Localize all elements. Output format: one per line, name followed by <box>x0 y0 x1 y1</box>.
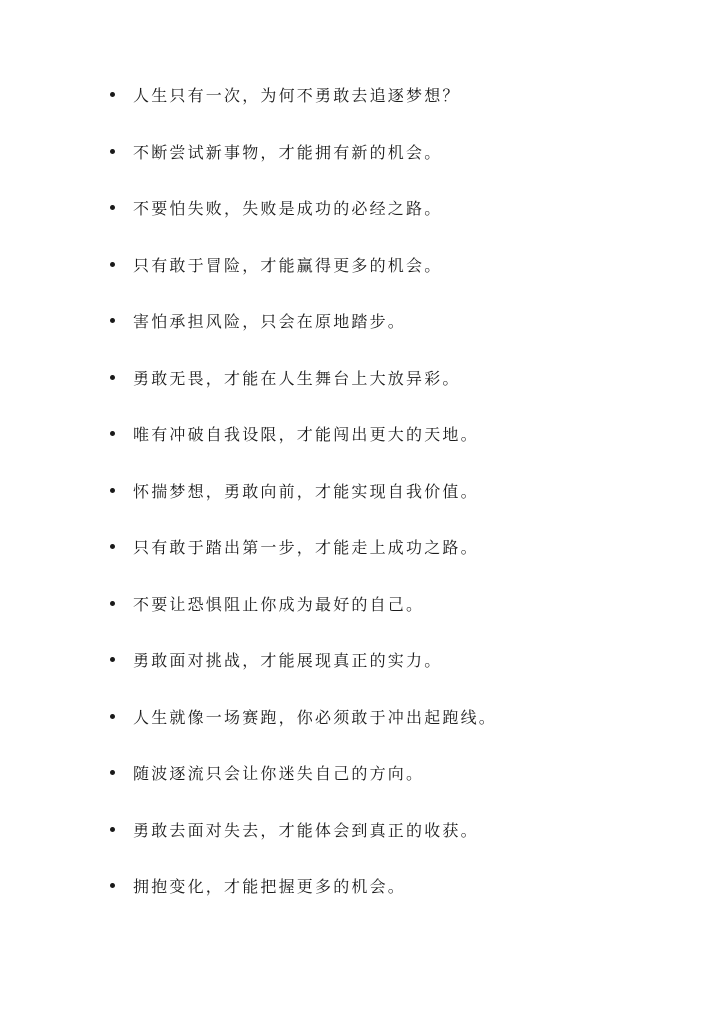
list-item-text: 随波逐流只会让你迷失自己的方向。 <box>133 764 425 783</box>
bullet-icon <box>110 883 115 888</box>
list-item-text: 只有敢于冒险，才能赢得更多的机会。 <box>133 255 443 275</box>
bullet-icon <box>110 601 115 606</box>
list-item <box>0 199 720 256</box>
list-item <box>0 482 720 539</box>
list-item <box>0 425 720 482</box>
list-item-text: 勇敢面对挑战，才能展现真正的实力。 <box>133 651 443 670</box>
list-item <box>0 256 720 313</box>
bullet-icon <box>110 205 115 210</box>
list-item-text: 害怕承担风险，只会在原地踏步。 <box>133 312 407 331</box>
list-item <box>0 143 720 200</box>
list-item <box>0 821 720 878</box>
list-item <box>0 312 720 369</box>
list-item <box>0 595 720 652</box>
bullet-icon <box>110 375 115 380</box>
list-item-text: 只有敢于踏出第一步，才能走上成功之路。 <box>133 538 479 557</box>
list-item <box>0 708 720 765</box>
bullet-icon <box>110 488 115 493</box>
list-item-text: 怀揣梦想，勇敢向前，才能实现自我价值。 <box>133 481 479 501</box>
bullet-icon <box>110 827 115 832</box>
bullet-icon <box>110 262 115 267</box>
list-item-text: 唯有冲破自我设限，才能闯出更大的天地。 <box>133 425 479 444</box>
list-item-text: 不断尝试新事物，才能拥有新的机会。 <box>133 142 443 162</box>
list-item-text: 不要怕失败，失败是成功的必经之路。 <box>133 199 443 218</box>
bullet-icon <box>110 431 115 436</box>
bullet-icon <box>110 318 115 323</box>
list-item <box>0 538 720 595</box>
bullet-icon <box>110 770 115 775</box>
bullet-icon <box>110 714 115 719</box>
list-item <box>0 86 720 143</box>
list-item <box>0 369 720 426</box>
bullet-list <box>0 86 720 934</box>
list-item <box>0 651 720 708</box>
list-item-text: 不要让恐惧阻止你成为最好的自己。 <box>133 594 425 614</box>
list-item-text: 人生只有一次，为何不勇敢去追逐梦想？ <box>133 86 461 105</box>
list-item-text: 勇敢去面对失去，才能体会到真正的收获。 <box>133 820 479 840</box>
bullet-icon <box>110 657 115 662</box>
bullet-icon <box>110 149 115 154</box>
bullet-icon <box>110 544 115 549</box>
list-item-text: 人生就像一场赛跑，你必须敢于冲出起跑线。 <box>133 707 498 727</box>
list-item-text: 勇敢无畏，才能在人生舞台上大放异彩。 <box>133 368 461 388</box>
list-item <box>0 764 720 821</box>
list-item <box>0 877 720 934</box>
bullet-icon <box>110 92 115 97</box>
list-item-text: 拥抱变化，才能把握更多的机会。 <box>133 877 407 896</box>
